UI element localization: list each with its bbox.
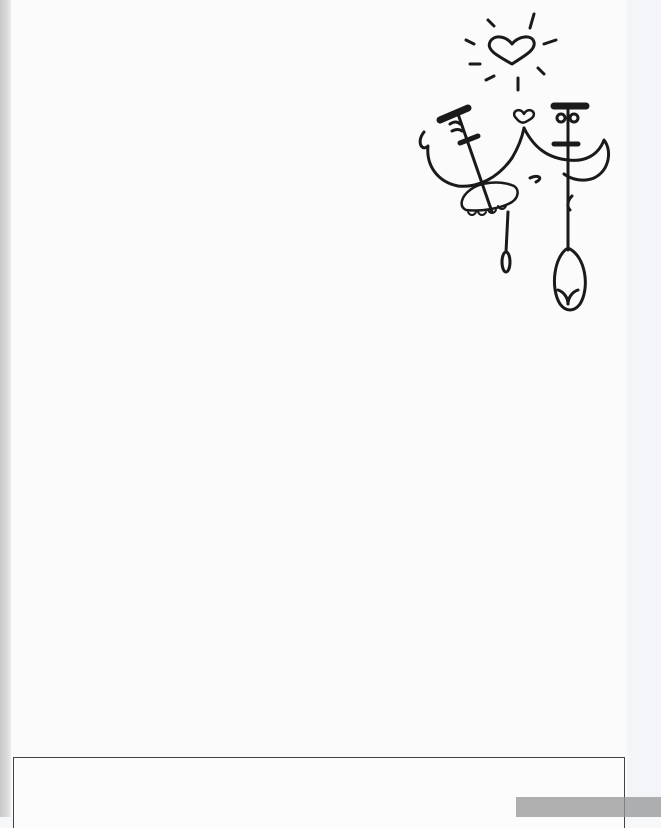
illustration-drawing bbox=[400, 0, 640, 330]
dancing-stitches-illustration bbox=[400, 0, 640, 330]
heart-icon bbox=[489, 37, 534, 64]
page-gutter-shadow bbox=[0, 0, 11, 817]
requirements-box bbox=[13, 757, 625, 828]
watermark bbox=[516, 797, 661, 817]
